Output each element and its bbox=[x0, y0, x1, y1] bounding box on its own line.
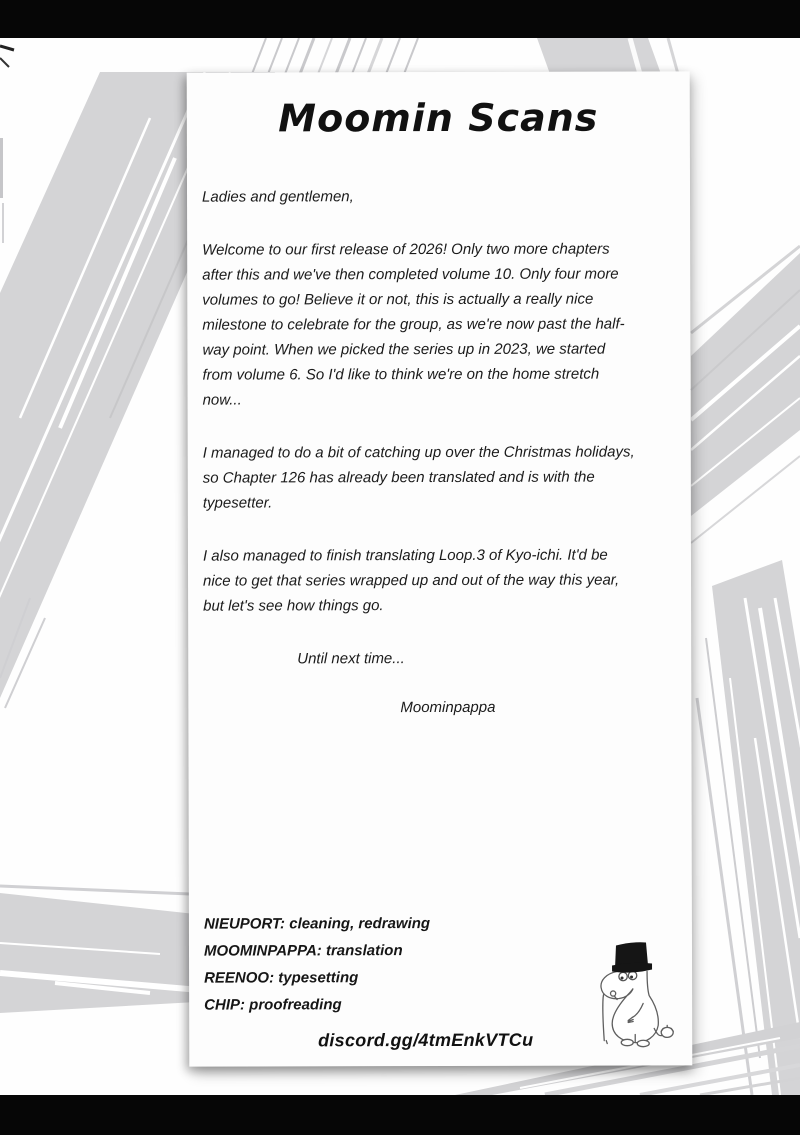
letter-body bbox=[202, 183, 683, 720]
credit-line: CHIP: proofreading bbox=[204, 996, 342, 1014]
moominpappa-mascot-icon bbox=[597, 935, 681, 1049]
salutation: Ladies and gentlemen, bbox=[202, 188, 354, 206]
discord-link[interactable]: discord.gg/4tmEnkVTCu bbox=[318, 1029, 534, 1051]
bottom-black-bar bbox=[0, 1095, 800, 1135]
top-black-bar bbox=[0, 0, 800, 38]
paragraph: I also managed to finish translating Loop.3 of Kyo-ichi. It'd be nice to get that series wrapped up and out of the way this year, but let's see how things go. bbox=[202, 546, 620, 615]
group-title: Moomin Scans bbox=[278, 95, 599, 141]
credit-line: NIEUPORT: cleaning, redrawing bbox=[203, 915, 431, 933]
credits-list bbox=[204, 910, 430, 1019]
credit-line: MOOMINPAPPA: translation bbox=[203, 942, 403, 960]
page-background bbox=[0, 38, 800, 1095]
paragraph: I managed to do a bit of catching up over the Christmas holidays, so Chapter 126 has already been translated and is with the typesetter. bbox=[202, 443, 635, 512]
signature: Moominpappa bbox=[400, 698, 496, 717]
paragraph-list bbox=[202, 236, 683, 618]
credit-line: REENOO: typesetting bbox=[204, 969, 359, 987]
paragraph: Welcome to our first release of 2026! Only two more chapters after this and we've then completed volume 10. Only four more volumes to go! Believe it or not, this is actually a really nice milestone to celebrate for the group, as we're now past the half- way point. When we picked the series up in 2023, we started from volume 6. So I'd like to think we're on the home stretch now... bbox=[202, 240, 625, 409]
credits-card bbox=[187, 71, 693, 1066]
closing-line: Until next time... bbox=[297, 650, 405, 668]
